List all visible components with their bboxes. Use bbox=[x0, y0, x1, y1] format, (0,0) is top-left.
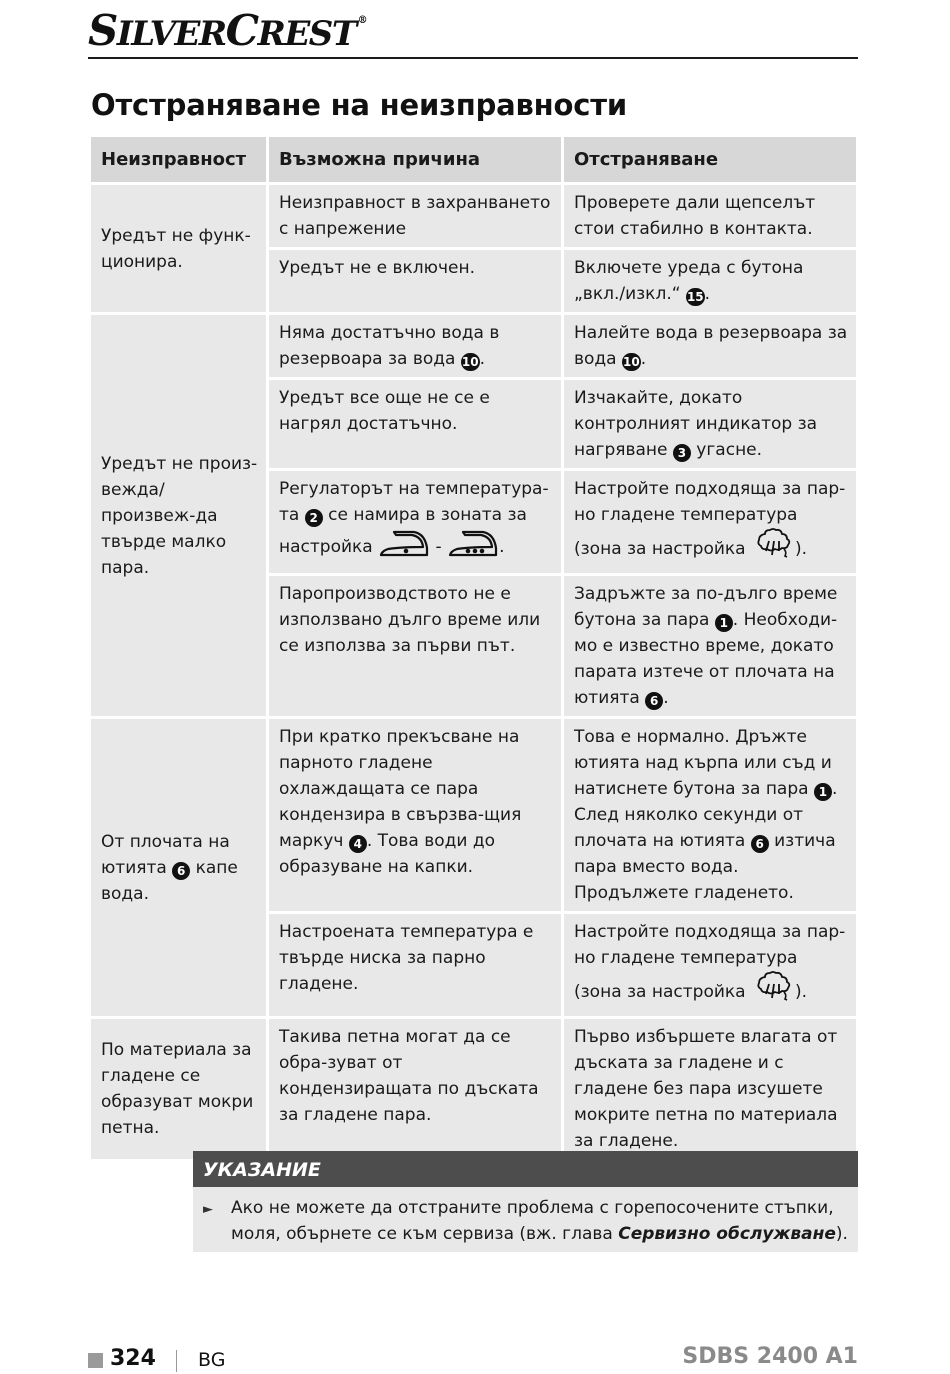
logo-text-rest: REST bbox=[257, 14, 356, 54]
table-row bbox=[91, 315, 856, 377]
problem-text: От плочата на ютията bbox=[101, 831, 230, 878]
fix-text: . bbox=[704, 284, 711, 304]
part-number-badge: 6 bbox=[172, 862, 190, 880]
fix-cell: Проверете дали щепселът стои стабилно в контакта. bbox=[564, 185, 856, 247]
fix-text: Изчакайте, докато контролният индикатор за нагряване bbox=[574, 388, 818, 460]
arrow-bullet-icon: ► bbox=[203, 1202, 213, 1217]
part-number-badge: 3 bbox=[673, 444, 691, 462]
header-malfunction: Неизправност bbox=[91, 137, 266, 182]
cause-cell: Настроената температура е твърде ниска за парно гладене. bbox=[269, 914, 561, 1016]
table-row bbox=[91, 1019, 856, 1159]
part-number-badge: 10 bbox=[461, 355, 479, 369]
problem-text: капе вода. bbox=[101, 857, 238, 904]
page-title: Отстраняване на неизправности bbox=[91, 88, 627, 122]
part-number-badge: 6 bbox=[751, 835, 769, 853]
note-body bbox=[193, 1187, 858, 1252]
cause-cell bbox=[269, 471, 561, 573]
language-code: BG bbox=[198, 1349, 226, 1371]
brand-logo bbox=[88, 6, 366, 55]
cause-cell: Уредът все още не се е нагрял достатъчно. bbox=[269, 380, 561, 468]
fix-cell bbox=[564, 914, 856, 1016]
fix-text: угасне. bbox=[690, 440, 763, 460]
cause-text: При кратко прекъсване на парното гладене охлаждащата се пара кондензира в свързва-щия маркуч bbox=[279, 727, 522, 851]
header-possible-cause: Възможна причина bbox=[269, 137, 561, 182]
problem-cell: Уредът не произ-вежда/произвеж-да твърде малко пара. bbox=[91, 315, 266, 716]
iron-one-dot-icon bbox=[378, 528, 430, 566]
cause-text: . bbox=[499, 537, 505, 557]
part-number-badge: 1 bbox=[814, 783, 832, 801]
fix-text: . Необходи-мо е известно време, докато парата изтече от плочата на ютията bbox=[574, 610, 838, 708]
part-number-badge: 4 bbox=[349, 835, 367, 853]
fix-cell bbox=[564, 576, 856, 716]
part-number-badge: 15 bbox=[686, 290, 704, 304]
note-heading: УКАЗАНИЕ bbox=[193, 1151, 858, 1187]
fix-text: Включете уреда с бутона „вкл./изкл.“ bbox=[574, 258, 804, 304]
part-number-badge: 1 bbox=[715, 614, 733, 632]
fix-cell: Първо избършете влагата от дъската за гладене и с гладене без пара изсушете мокрите петна по материала за гладене. bbox=[564, 1019, 856, 1159]
cause-cell bbox=[269, 315, 561, 377]
note-text: ). bbox=[835, 1224, 848, 1244]
fix-text: . След няколко секунди от плочата на ютията bbox=[574, 779, 838, 851]
registered-mark: ® bbox=[357, 15, 367, 26]
troubleshooting-table bbox=[88, 134, 859, 1162]
cause-text: - bbox=[430, 537, 448, 557]
fix-text: Това е нормално. Дръжте ютията над кърпа или съд и натиснете бутона за пара bbox=[574, 727, 832, 799]
logo-text-ilver: ILVER bbox=[116, 14, 226, 54]
problem-cell: По материала за гладене се образуват мокри петна. bbox=[91, 1019, 266, 1159]
table-header-row bbox=[91, 137, 856, 182]
steam-setting-icon bbox=[751, 528, 795, 568]
cause-text: Регулаторът на температура-та bbox=[279, 479, 549, 525]
header-divider bbox=[88, 57, 858, 59]
page-number: 324 bbox=[110, 1346, 156, 1371]
note-text: Ако не можете да отстраните проблема с горепосочените стъпки, моля, обърнете се към сервиза (вж. глава bbox=[231, 1198, 834, 1244]
logo-letter-c: C bbox=[225, 6, 258, 55]
cause-text: Няма достатъчно вода в резервоара за вода bbox=[279, 323, 500, 369]
fix-text: Настройте подходяща за пар-но гладене температура (зона за настройка bbox=[574, 922, 846, 1002]
cause-text: се намира в зоната за настройка bbox=[279, 505, 527, 557]
fix-text: Налейте вода в резервоара за вода bbox=[574, 323, 848, 369]
note-chapter-reference: Сервизно обслужване bbox=[618, 1224, 836, 1244]
footer-marker bbox=[88, 1353, 103, 1368]
footer-divider bbox=[176, 1350, 177, 1372]
cause-text: . Това води до образуване на капки. bbox=[279, 831, 496, 877]
cause-cell: Неизправност в захранването с напрежение bbox=[269, 185, 561, 247]
problem-cell bbox=[91, 719, 266, 1016]
fix-text: Задръжте за по-дълго време бутона за пара bbox=[574, 584, 838, 630]
cause-cell: Уредът не е включен. bbox=[269, 250, 561, 312]
steam-setting-icon bbox=[751, 971, 795, 1011]
model-number: SDBS 2400 A1 bbox=[682, 1344, 858, 1369]
part-number-badge: 6 bbox=[645, 692, 663, 710]
table-row bbox=[91, 185, 856, 247]
fix-cell bbox=[564, 380, 856, 468]
fix-cell bbox=[564, 250, 856, 312]
fix-text: ). bbox=[794, 539, 808, 559]
fix-cell bbox=[564, 315, 856, 377]
part-number-badge: 2 bbox=[305, 509, 323, 527]
fix-text: Настройте подходяща за пар-но гладене температура (зона за настройка bbox=[574, 479, 846, 559]
iron-three-dots-icon bbox=[447, 528, 499, 566]
cause-cell bbox=[269, 719, 561, 911]
fix-cell bbox=[564, 471, 856, 573]
cause-text: . bbox=[479, 349, 485, 369]
logo-letter-s: S bbox=[88, 6, 117, 55]
fix-text: ). bbox=[794, 982, 808, 1002]
table-row bbox=[91, 719, 856, 911]
fix-text: . bbox=[640, 349, 647, 369]
problem-cell: Уредът не функ-ционира. bbox=[91, 185, 266, 312]
cause-cell: Такива петна могат да се обра-зуват от кондензиращата по дъската за гладене пара. bbox=[269, 1019, 561, 1159]
header-remedy: Отстраняване bbox=[564, 137, 856, 182]
cause-cell: Паропроизводството не е използвано дълго време или се използва за първи път. bbox=[269, 576, 561, 716]
fix-cell bbox=[564, 719, 856, 911]
fix-text: изтича пара вместо вода. Продължете гладенето. bbox=[574, 831, 836, 903]
part-number-badge: 10 bbox=[623, 355, 640, 369]
fix-text: . bbox=[663, 688, 669, 708]
